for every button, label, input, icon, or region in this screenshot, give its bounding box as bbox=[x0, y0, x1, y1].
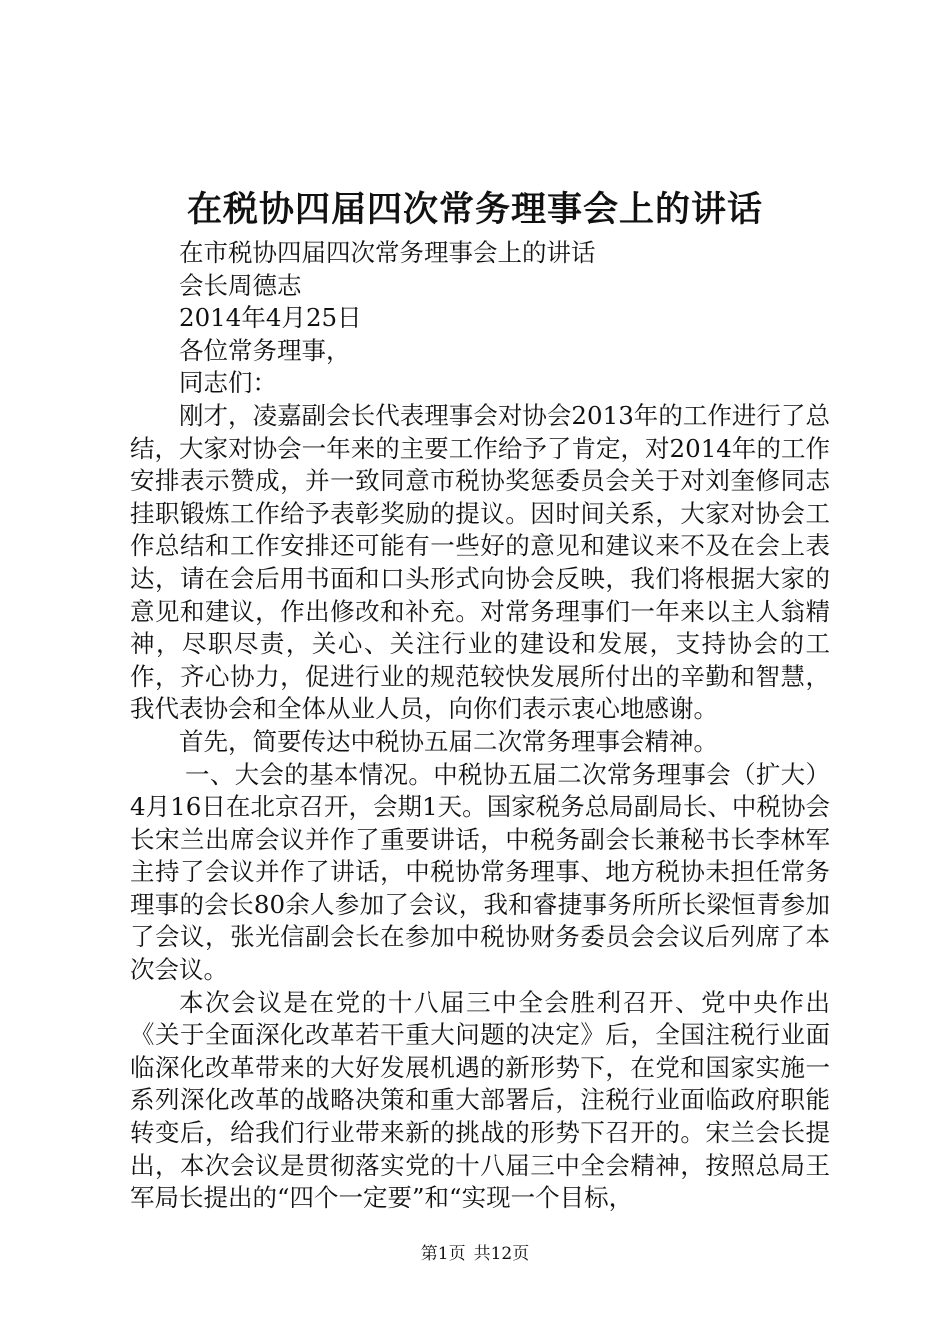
speaker-line: 会长周德志 bbox=[179, 270, 302, 300]
body-paragraph: 刚才，凌嘉副会长代表理事会对协会2013年的工作进行了总结，大家对协会一年来的主要工作给予了肯定，对2014年的工作安排表示赞成，并一致同意市税协奖惩委员会关于对刘奎修同志挂职锻炼工作给予表彰奖励的提议。因时间关系，大家对协会工作总结和工作安排还可能有一些好的意见和建议来不及在会上表达，请在会后用书面和口头形式向协会反映，我们将根据大家的意见和建议，作出修改和补充。对常务理事们一年来以主人翁精神，尽职尽责，关心、关注行业的建设和发展，支持协会的工作，齐心协力，促进行业的规范较快发展所付出的辛勤和智慧，我代表协会和全体从业人员，向你们表示衷心地感谢。 bbox=[130, 400, 830, 724]
body-paragraph: 本次会议是在党的十八届三中全会胜利召开、党中央作出《关于全面深化改革若干重大问题的决定》后，全国注税行业面临深化改革带来的大好发展机遇的新形势下，在党和国家实施一系列深化改革的战略决策和重大部署后，注税行业面临政府职能转变后，给我们行业带来新的挑战的形势下召开的。宋兰会长提出，本次会议是贯彻落实党的十八届三中全会精神，按照总局王军局长提出的“四个一定要”和“实现一个目标， bbox=[130, 987, 830, 1213]
speech-subtitle: 在市税协四届四次常务理事会上的讲话 bbox=[179, 238, 596, 267]
date-line: 2014年4月25日 bbox=[179, 303, 362, 333]
page-number: 第1页 bbox=[420, 1244, 466, 1264]
document-body bbox=[130, 237, 830, 1215]
salutation-line: 同志们： bbox=[179, 368, 277, 398]
page-total: 共12页 bbox=[473, 1244, 530, 1264]
salutation-line: 各位常务理事， bbox=[179, 335, 351, 365]
body-paragraph: 一、大会的基本情况。中税协五届二次常务理事会（扩大）4月16日在北京召开，会期1天。国家税务总局副局长、中税协会长宋兰出席会议并作了重要讲话，中税务副会长兼秘书长李林军主持了会议并作了讲话，中税协常务理事、地方税协未担任常务理事的会长80余人参加了会议，我和睿捷事务所所长梁恒青参加了会议，张光信副会长在参加中税协财务委员会会议后列席了本次会议。 bbox=[130, 759, 830, 985]
page-footer bbox=[0, 1243, 950, 1265]
document-title: 在税协四届四次常务理事会上的讲话 bbox=[186, 189, 763, 230]
body-paragraph: 首先，简要传达中税协五届二次常务理事会精神。 bbox=[179, 726, 718, 756]
